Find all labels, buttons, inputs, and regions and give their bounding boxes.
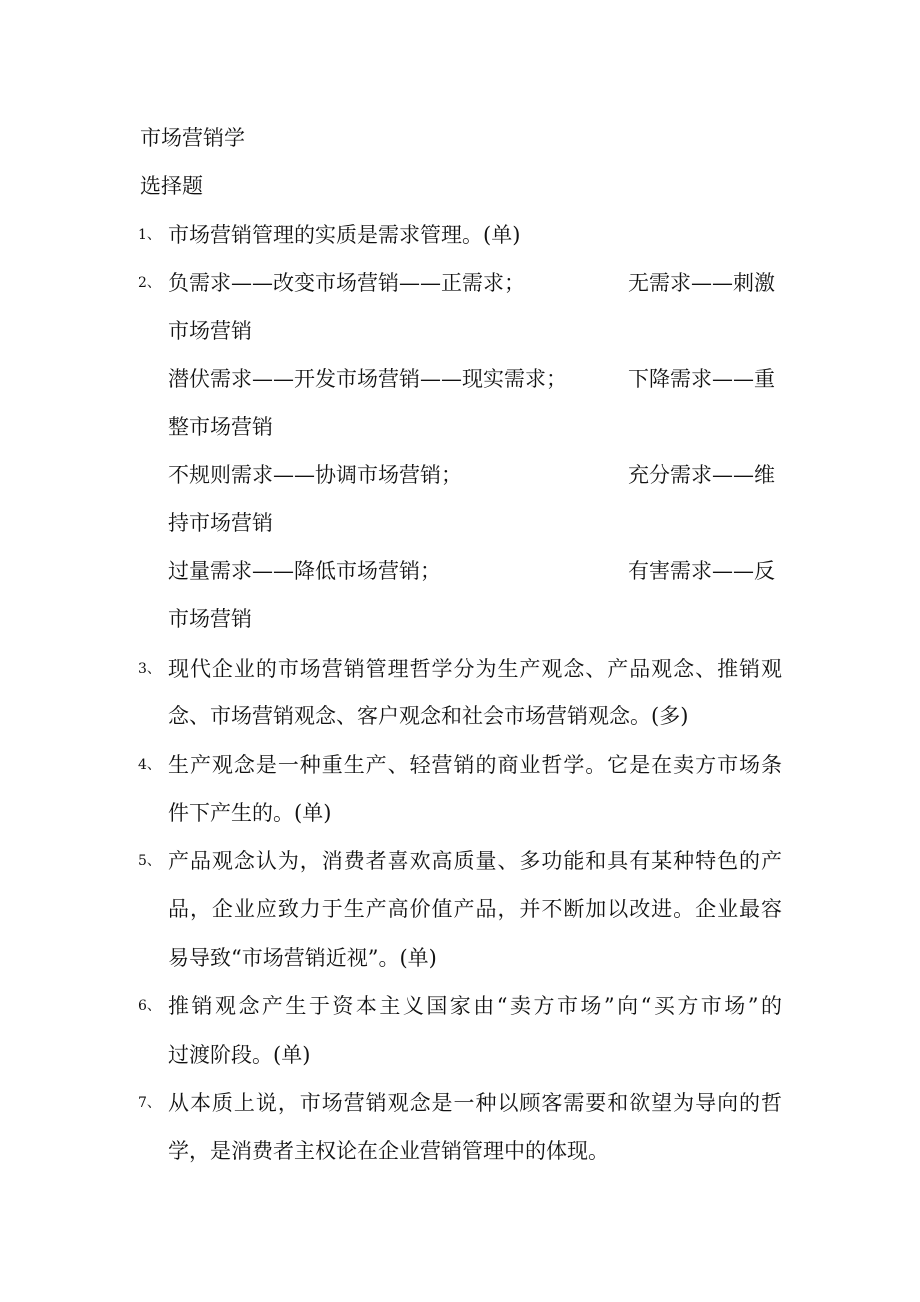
pair-right: 下降需求——重 bbox=[628, 367, 775, 391]
item-line: 推销观念产生于资本主义国家由“卖方市场”向“买方市场”的 bbox=[168, 994, 782, 1018]
section-heading: 选择题 bbox=[140, 174, 203, 198]
pair-left: 不规则需求——协调市场营销； bbox=[168, 463, 462, 487]
item-line: 件下产生的。(单) bbox=[168, 801, 332, 825]
item-line: 从本质上说，市场营销观念是一种以顾客需要和欲望为导向的哲 bbox=[168, 1091, 782, 1115]
item-number: 7、 bbox=[138, 1095, 161, 1111]
item-line: 过渡阶段。(单) bbox=[168, 1043, 311, 1067]
pair-continuation: 市场营销 bbox=[168, 607, 252, 631]
item-line: 念、市场营销观念、客户观念和社会市场营销观念。(多) bbox=[168, 704, 689, 728]
item-number: 4、 bbox=[138, 757, 161, 773]
pair-left: 过量需求——降低市场营销； bbox=[168, 559, 441, 583]
item-line: 品，企业应致力于生产高价值产品，并不断加以改进。企业最容 bbox=[168, 897, 782, 921]
item-line: 学，是消费者主权论在企业营销管理中的体现。 bbox=[168, 1139, 609, 1163]
item-number: 6、 bbox=[138, 998, 161, 1014]
item-number: 3、 bbox=[138, 661, 161, 677]
item-line: 市场营销管理的实质是需求管理。(单) bbox=[168, 223, 521, 247]
item-number: 2、 bbox=[138, 275, 161, 291]
pair-right: 无需求——刺激 bbox=[628, 271, 775, 295]
pair-left: 潜伏需求——开发市场营销——现实需求； bbox=[168, 367, 567, 391]
document-title: 市场营销学 bbox=[140, 126, 245, 150]
pair-continuation: 市场营销 bbox=[168, 319, 252, 343]
item-line: 生产观念是一种重生产、轻营销的商业哲学。它是在卖方市场条 bbox=[168, 753, 782, 777]
item-number: 5、 bbox=[138, 853, 161, 869]
pair-continuation: 持市场营销 bbox=[168, 511, 273, 535]
pair-left: 负需求——改变市场营销——正需求； bbox=[168, 271, 525, 295]
pair-continuation: 整市场营销 bbox=[168, 415, 273, 439]
item-line: 产品观念认为，消费者喜欢高质量、多功能和具有某种特色的产 bbox=[168, 849, 782, 873]
pair-right: 充分需求——维 bbox=[628, 463, 775, 487]
pair-right: 有害需求——反 bbox=[628, 559, 775, 583]
item-line: 现代企业的市场营销管理哲学分为生产观念、产品观念、推销观 bbox=[168, 657, 782, 681]
item-number: 1、 bbox=[138, 227, 161, 243]
item-line: 易导致“市场营销近视”。(单) bbox=[168, 946, 437, 970]
